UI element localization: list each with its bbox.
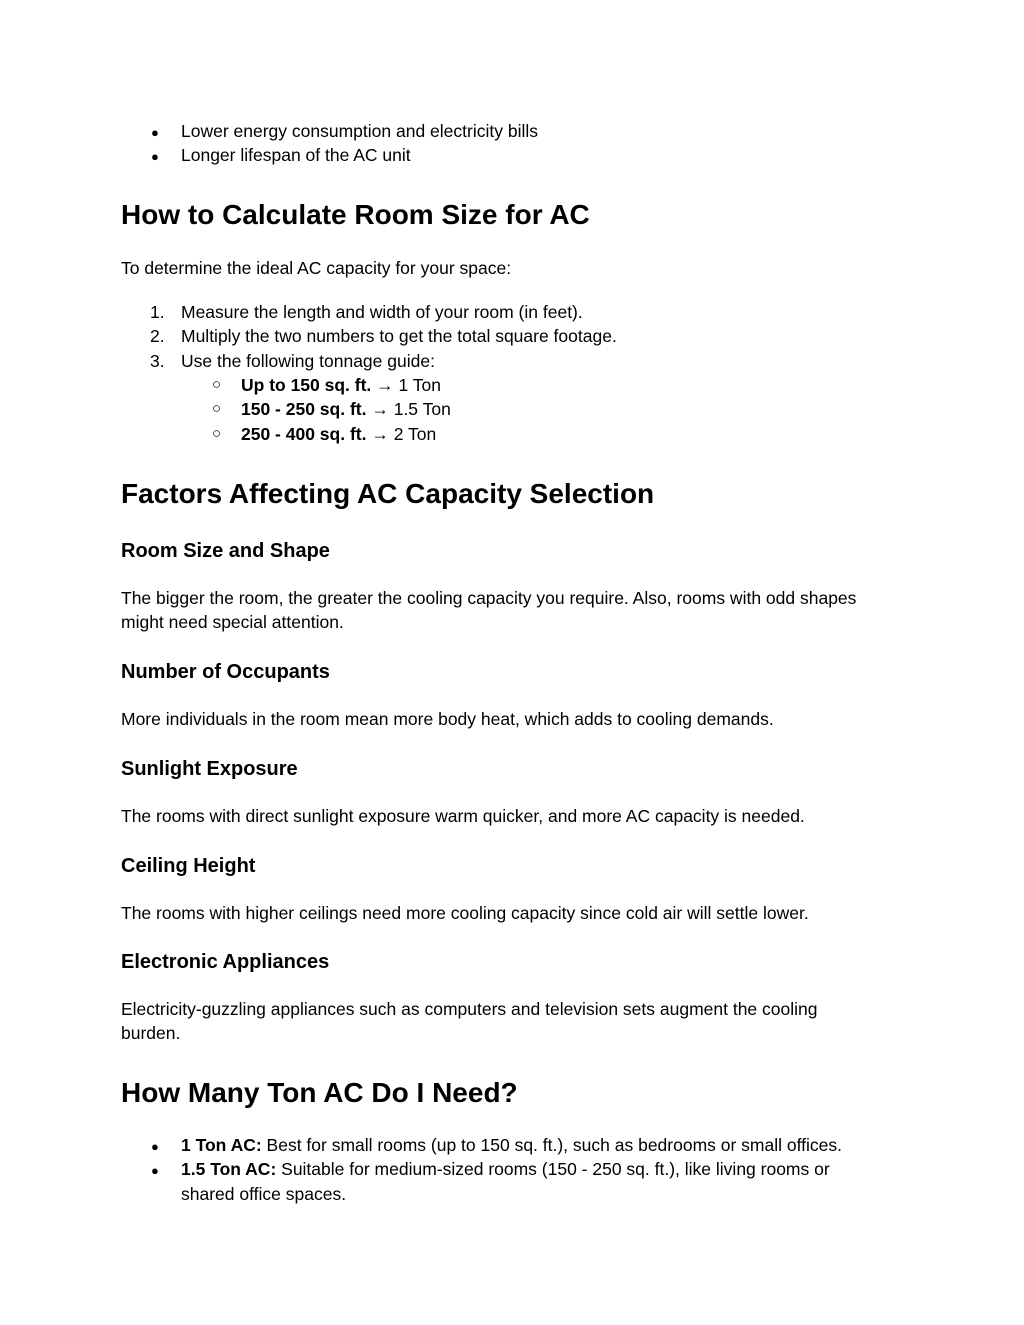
ton-label: 1 Ton AC: [181,1135,262,1155]
paragraph-line: might need special attention. [121,612,344,632]
paragraph-line: More individuals in the room mean more body heat, which adds to cooling demands. [121,709,774,729]
step-number: 3. [150,351,165,371]
circle-marker: ○ [212,376,222,393]
list-item [241,373,441,397]
bullet-marker: ● [151,1139,159,1154]
guide-range: Up to 150 sq. ft. [241,375,372,395]
section-heading-tons: How Many Ton AC Do I Need? [121,1077,518,1108]
list-item: Multiply the two numbers to get the total square footage. [181,326,617,346]
subheading-appliances: Electronic Appliances [121,951,330,973]
list-item [241,422,436,446]
list-item-continuation: shared office spaces. [181,1184,347,1204]
list-item: Use the following tonnage guide: [181,351,435,371]
bullet-marker: ● [151,149,159,164]
section-heading-calculate: How to Calculate Room Size for AC [121,199,590,230]
list-item: Longer lifespan of the AC unit [181,145,411,165]
ton-description: Suitable for medium-sized rooms (150 - 250 sq. ft.), like living rooms or [276,1159,830,1179]
subheading-ceiling: Ceiling Height [121,855,256,877]
list-item [241,397,451,421]
step-number: 1. [150,302,165,322]
paragraph-line: The bigger the room, the greater the cooling capacity you require. Also, rooms with odd shapes [121,588,857,608]
paragraph-calc-intro: To determine the ideal AC capacity for your space: [121,258,512,278]
list-item [181,1133,842,1157]
guide-result: → 1.5 Ton [366,399,451,419]
circle-marker: ○ [212,400,222,417]
guide-result: → 1 Ton [371,375,442,395]
subheading-occupants: Number of Occupants [121,661,330,683]
ton-label: 1.5 Ton AC: [181,1159,277,1179]
guide-range: 250 - 400 sq. ft. [241,424,367,444]
subheading-room-size: Room Size and Shape [121,540,330,562]
list-item: Lower energy consumption and electricity bills [181,121,538,141]
guide-range: 150 - 250 sq. ft. [241,399,367,419]
ton-description: Best for small rooms (up to 150 sq. ft.), such as bedrooms or small offices. [261,1135,843,1155]
circle-marker: ○ [212,425,222,442]
bullet-marker: ● [151,125,159,140]
bullet-marker: ● [151,1163,159,1178]
paragraph-line: Electricity-guzzling appliances such as computers and television sets augment the cooling [121,999,818,1019]
guide-result: → 2 Ton [366,424,437,444]
list-item [181,1157,830,1181]
paragraph-line: burden. [121,1023,181,1043]
section-heading-factors: Factors Affecting AC Capacity Selection [121,478,655,509]
paragraph-line: The rooms with direct sunlight exposure warm quicker, and more AC capacity is needed. [121,806,805,826]
step-number: 2. [150,326,165,346]
list-item: Measure the length and width of your room (in feet). [181,302,583,322]
subheading-sunlight: Sunlight Exposure [121,758,298,780]
paragraph-line: The rooms with higher ceilings need more cooling capacity since cold air will settle lower. [121,903,809,923]
